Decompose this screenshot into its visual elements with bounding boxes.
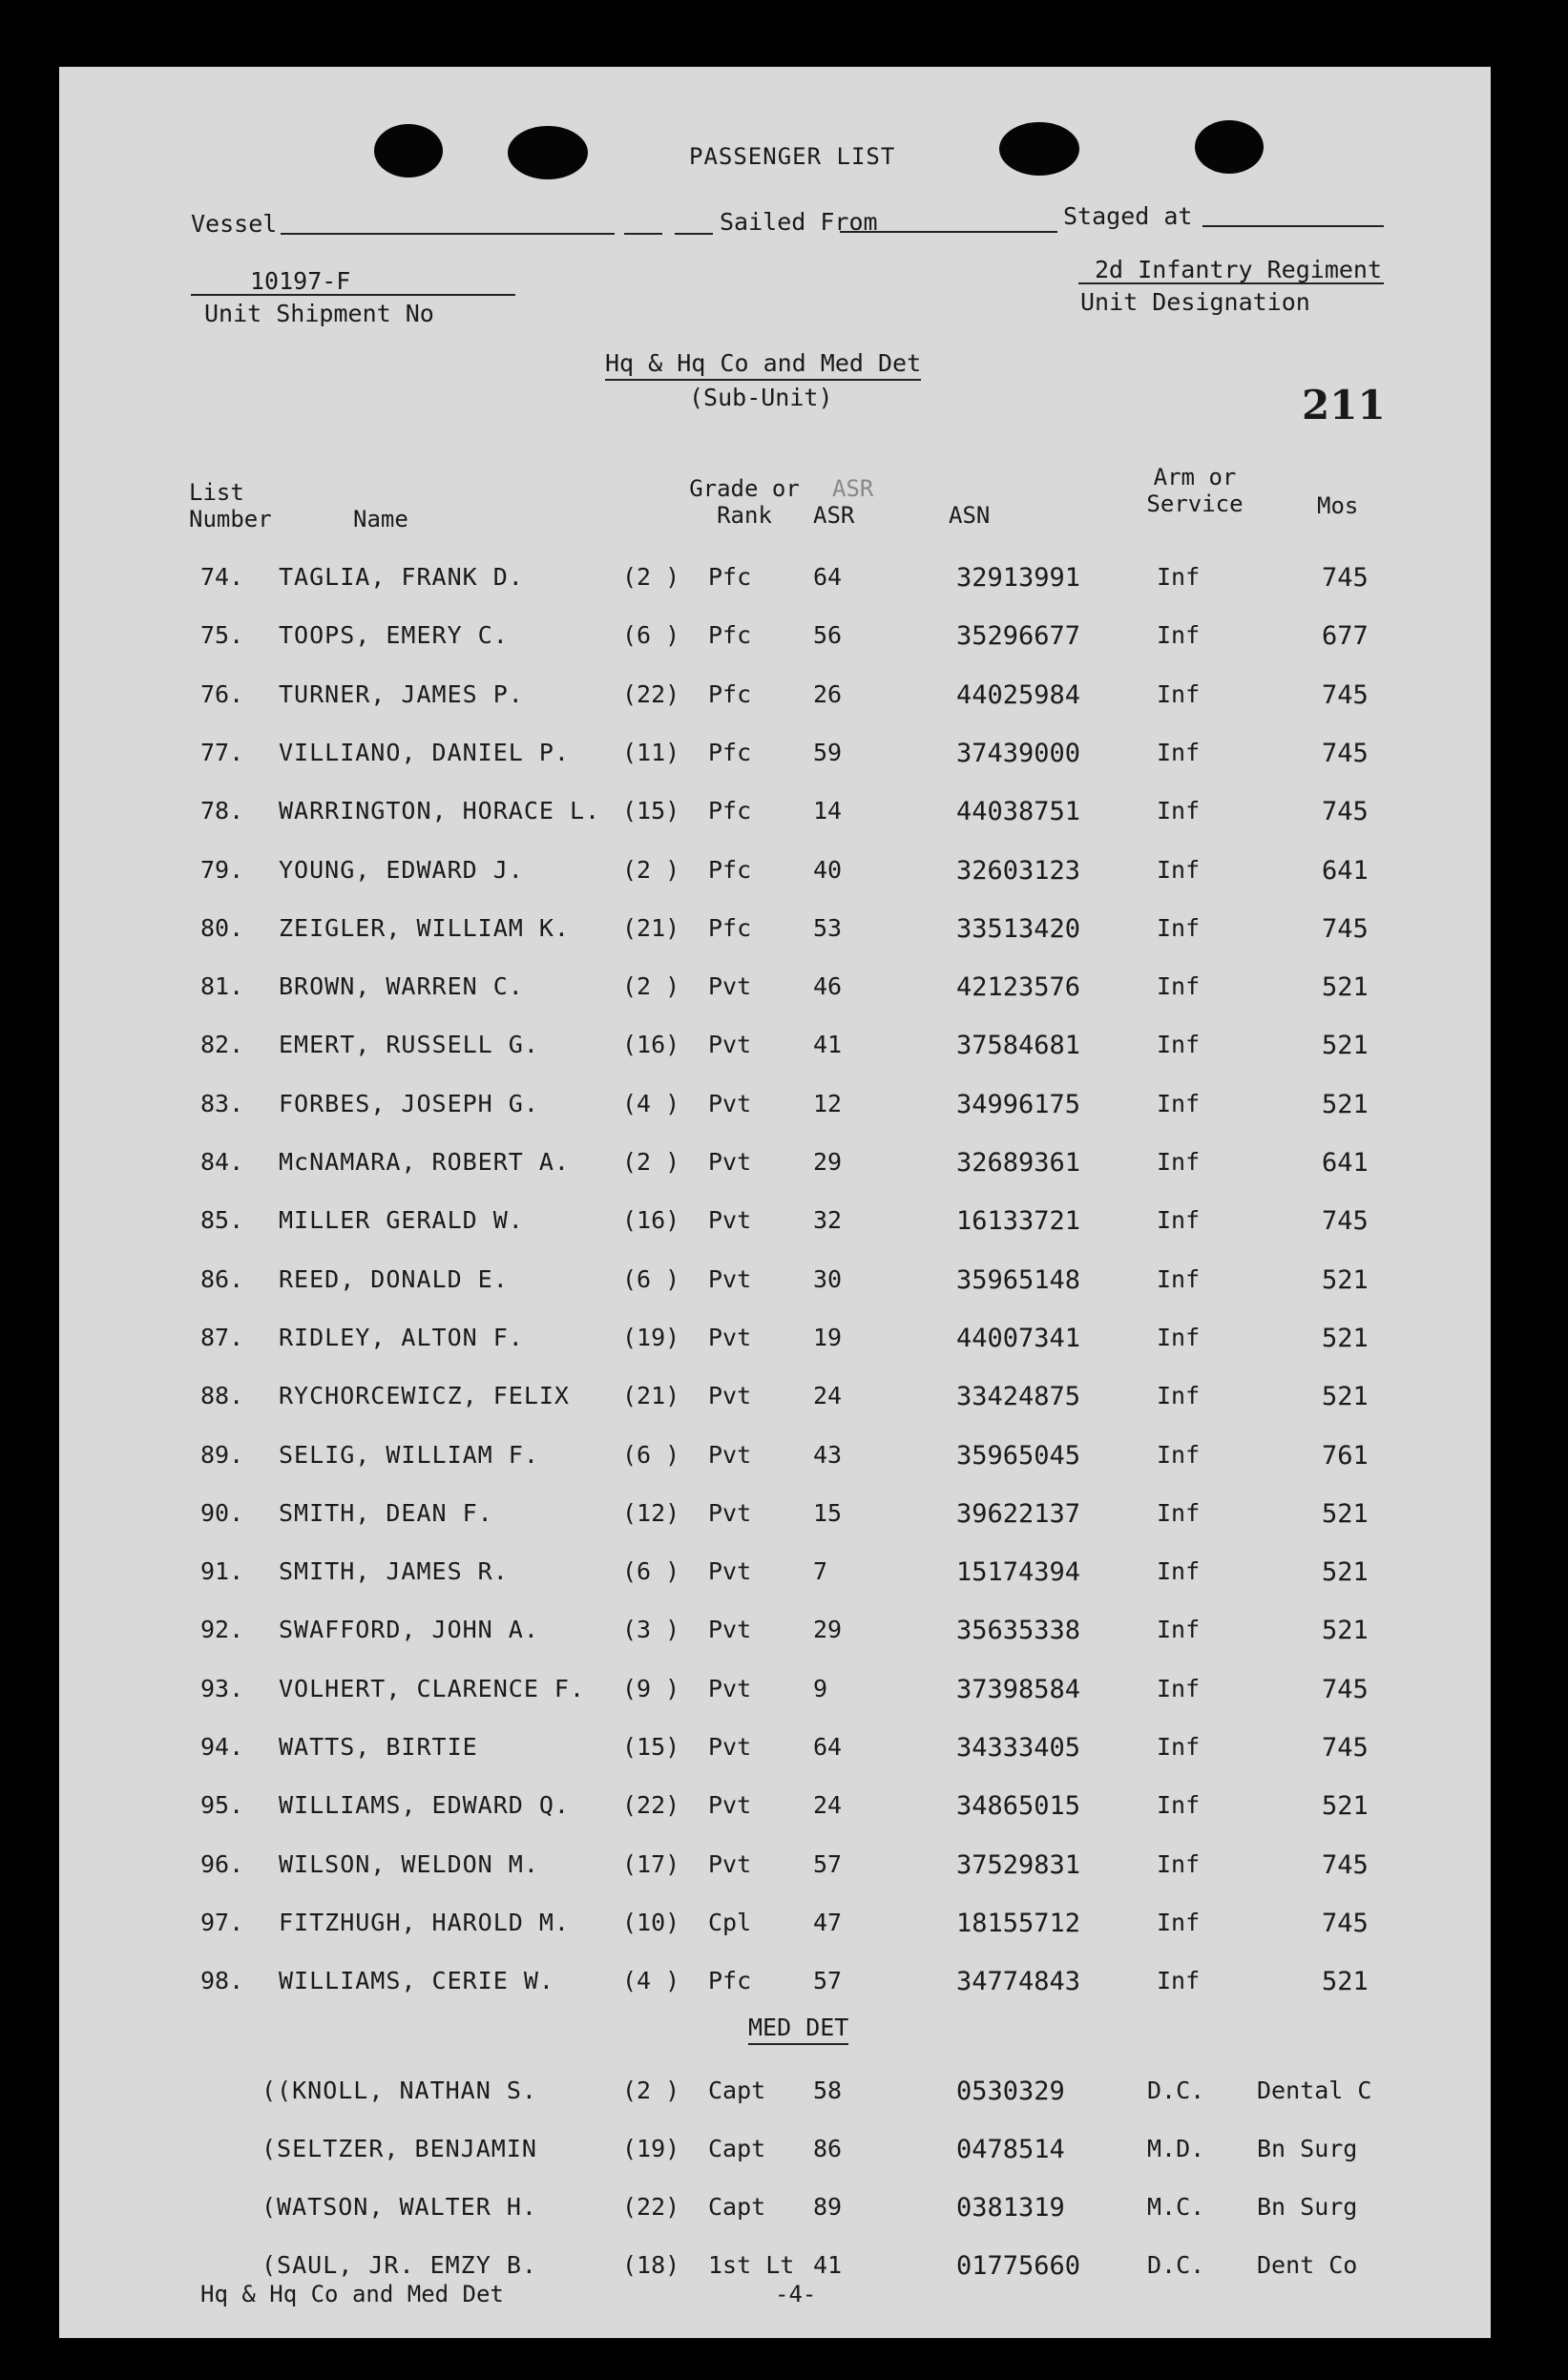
unit-shipment-no-value: 10197-F <box>250 267 351 295</box>
asr: 30 <box>813 1264 843 1293</box>
asr: 15 <box>813 1498 843 1527</box>
table-row <box>59 1616 1491 1654</box>
table-row <box>59 914 1491 952</box>
list-number: 98. <box>200 1967 244 1995</box>
passenger-name: TURNER, JAMES P. <box>279 679 524 708</box>
passenger-name: SELIG, WILLIAM F. <box>279 1440 539 1469</box>
mos: 745 <box>1322 679 1369 710</box>
passenger-name: REED, DONALD E. <box>279 1264 509 1293</box>
list-number: 86. <box>200 1264 244 1293</box>
arm-service: M.D. <box>1147 2135 1205 2162</box>
arm-service: Inf <box>1157 797 1201 825</box>
col-asn: ASN <box>949 502 991 529</box>
list-number: 91. <box>200 1557 244 1586</box>
mos: 521 <box>1322 1967 1369 1997</box>
mos: 521 <box>1322 1031 1369 1061</box>
rank: Pvt <box>708 972 752 1001</box>
asn: 01775660 <box>956 2251 1081 2281</box>
staged-at-field-line <box>1202 225 1384 227</box>
asr: 58 <box>813 2077 843 2104</box>
passenger-name: WATTS, BIRTIE <box>279 1733 478 1761</box>
rank: Pvt <box>708 1674 752 1702</box>
arm-service: Inf <box>1157 1440 1201 1469</box>
asn: 44025984 <box>956 679 1081 710</box>
mos: 745 <box>1322 1849 1369 1880</box>
table-row <box>59 563 1491 601</box>
arm-service: Inf <box>1157 972 1201 1001</box>
asn: 39622137 <box>956 1498 1081 1529</box>
list-number: 78. <box>200 797 244 825</box>
grade: (18) <box>622 2251 680 2279</box>
asr: 19 <box>813 1323 843 1351</box>
rank: Pfc <box>708 797 752 825</box>
grade: (10) <box>622 1908 680 1936</box>
asn: 34774843 <box>956 1967 1081 1997</box>
asn: 44007341 <box>956 1323 1081 1353</box>
asr: 89 <box>813 2193 843 2221</box>
rank: Pvt <box>708 1791 752 1820</box>
rank: Pvt <box>708 1148 752 1176</box>
asr: 56 <box>813 621 843 650</box>
passenger-name: BROWN, WARREN C. <box>279 972 524 1001</box>
grade: (19) <box>622 1323 680 1351</box>
mos: 521 <box>1322 1323 1369 1353</box>
unit-designation-label: Unit Designation <box>1080 288 1310 316</box>
rank: Pvt <box>708 1382 752 1410</box>
asn: 0381319 <box>956 2193 1065 2223</box>
list-number: 93. <box>200 1674 244 1702</box>
col-asr: ASR <box>813 502 855 529</box>
arm-service: Inf <box>1157 1498 1201 1527</box>
list-number: 84. <box>200 1148 244 1176</box>
table-row <box>59 856 1491 894</box>
rank: 1st Lt <box>708 2251 795 2279</box>
arm-service: Inf <box>1157 855 1201 884</box>
col-name: Name <box>353 506 408 532</box>
med-det-row <box>59 2135 1491 2173</box>
table-row <box>59 1733 1491 1771</box>
list-number: 77. <box>200 738 244 766</box>
asr: 9 <box>813 1674 828 1702</box>
rank: Pvt <box>708 1206 752 1235</box>
table-row <box>59 797 1491 835</box>
mos: 745 <box>1322 797 1369 827</box>
table-row <box>59 1090 1491 1128</box>
list-number: 94. <box>200 1733 244 1761</box>
asn: 16133721 <box>956 1206 1081 1237</box>
asr: 59 <box>813 738 843 766</box>
col-grade-rank: Grade or Rank <box>689 475 800 529</box>
sailed-from-label: Sailed From <box>720 208 878 236</box>
col-mos: Mos <box>1317 492 1359 519</box>
mos: 641 <box>1322 855 1369 886</box>
table-row <box>59 1557 1491 1596</box>
table-row <box>59 1382 1491 1420</box>
arm-service: Inf <box>1157 738 1201 766</box>
grade: (22) <box>622 1791 680 1820</box>
punch-hole-3 <box>999 122 1079 176</box>
table-row <box>59 1850 1491 1889</box>
list-number: 90. <box>200 1498 244 1527</box>
asn: 0478514 <box>956 2135 1065 2164</box>
arm-service: Inf <box>1157 1382 1201 1410</box>
asr: 41 <box>813 2251 843 2279</box>
asn: 33424875 <box>956 1382 1081 1412</box>
vessel-field-line-3 <box>675 233 713 235</box>
passenger-name: WILSON, WELDON M. <box>279 1849 539 1878</box>
asr: 64 <box>813 563 843 591</box>
grade: (12) <box>622 1498 680 1527</box>
arm-service: Inf <box>1157 1264 1201 1293</box>
arm-service: Inf <box>1157 1323 1201 1351</box>
sailed-from-field-line <box>840 231 1057 233</box>
med-det-row <box>59 2077 1491 2115</box>
rank: Pvt <box>708 1849 752 1878</box>
asn: 37529831 <box>956 1849 1081 1880</box>
asn: 32913991 <box>956 563 1081 593</box>
passenger-name: SWAFFORD, JOHN A. <box>279 1616 539 1644</box>
rank: Pvt <box>708 1616 752 1644</box>
mos: Dent Co <box>1257 2251 1358 2279</box>
mos: 521 <box>1322 1382 1369 1412</box>
mos: 521 <box>1322 1557 1369 1588</box>
grade: (6 ) <box>622 1440 680 1469</box>
footer-page-number: -4- <box>775 2281 817 2307</box>
asn: 37439000 <box>956 738 1081 768</box>
mos: 745 <box>1322 1908 1369 1938</box>
mos: Dental C <box>1257 2077 1372 2104</box>
grade: (2 ) <box>622 2077 680 2104</box>
list-number: 95. <box>200 1791 244 1820</box>
list-number: 92. <box>200 1616 244 1644</box>
vessel-field-line <box>281 233 615 235</box>
unit-designation-line <box>1078 282 1384 284</box>
grade: (4 ) <box>622 1089 680 1117</box>
passenger-name: ZEIGLER, WILLIAM K. <box>279 913 570 942</box>
list-number: 74. <box>200 563 244 591</box>
mos: 521 <box>1322 1791 1369 1822</box>
table-row <box>59 739 1491 777</box>
table-row <box>59 1499 1491 1537</box>
grade: (16) <box>622 1031 680 1059</box>
sub-unit-value: Hq & Hq Co and Med Det <box>605 349 921 381</box>
table-row <box>59 1206 1491 1244</box>
arm-service: Inf <box>1157 1148 1201 1176</box>
table-row <box>59 1441 1491 1479</box>
grade: (2 ) <box>622 1148 680 1176</box>
table-row <box>59 1675 1491 1713</box>
asn: 37584681 <box>956 1031 1081 1061</box>
asn: 32689361 <box>956 1148 1081 1178</box>
arm-service: Inf <box>1157 1791 1201 1820</box>
punch-hole-4 <box>1195 120 1264 174</box>
asn: 35296677 <box>956 621 1081 652</box>
asr: 43 <box>813 1440 843 1469</box>
rank: Pvt <box>708 1440 752 1469</box>
asn: 32603123 <box>956 855 1081 886</box>
mos: 745 <box>1322 738 1369 768</box>
asn: 34996175 <box>956 1089 1081 1119</box>
grade: (6 ) <box>622 621 680 650</box>
list-number: 75. <box>200 621 244 650</box>
grade: (2 ) <box>622 563 680 591</box>
list-number: 87. <box>200 1323 244 1351</box>
rank: Pfc <box>708 913 752 942</box>
table-row <box>59 680 1491 719</box>
arm-service: D.C. <box>1147 2077 1205 2104</box>
list-number: 83. <box>200 1089 244 1117</box>
asr: 32 <box>813 1206 843 1235</box>
col-arm-service: Arm or Service <box>1146 464 1244 517</box>
rank: Pfc <box>708 563 752 591</box>
table-row <box>59 1909 1491 1947</box>
asn: 34865015 <box>956 1791 1081 1822</box>
table-row <box>59 1148 1491 1186</box>
table-row <box>59 1791 1491 1829</box>
arm-service: Inf <box>1157 1733 1201 1761</box>
asr: 57 <box>813 1849 843 1878</box>
med-det-heading: MED DET <box>748 2014 848 2045</box>
arm-service: Inf <box>1157 1031 1201 1059</box>
asr: 40 <box>813 855 843 884</box>
asr: 86 <box>813 2135 843 2162</box>
vessel-label: Vessel <box>191 210 278 238</box>
table-row <box>59 972 1491 1011</box>
list-number: 79. <box>200 855 244 884</box>
asn: 34333405 <box>956 1733 1081 1763</box>
passenger-name: RIDLEY, ALTON F. <box>279 1323 524 1351</box>
mos: 745 <box>1322 913 1369 944</box>
grade: (21) <box>622 1382 680 1410</box>
mos: 641 <box>1322 1148 1369 1178</box>
passenger-name: FITZHUGH, HAROLD M. <box>279 1908 570 1936</box>
unit-designation-value: 2d Infantry Regiment <box>1095 256 1383 283</box>
asr: 12 <box>813 1089 843 1117</box>
med-det-row <box>59 2193 1491 2231</box>
list-number: 81. <box>200 972 244 1001</box>
passenger-name: WARRINGTON, HORACE L. <box>279 797 601 825</box>
staged-at-label: Staged at <box>1063 202 1193 230</box>
mos: 521 <box>1322 972 1369 1003</box>
list-number: 76. <box>200 679 244 708</box>
arm-service: Inf <box>1157 1616 1201 1644</box>
rank: Pvt <box>708 1733 752 1761</box>
mos: 677 <box>1322 621 1369 652</box>
arm-service: Inf <box>1157 1206 1201 1235</box>
arm-service: Inf <box>1157 621 1201 650</box>
passenger-name: SMITH, DEAN F. <box>279 1498 493 1527</box>
grade: (4 ) <box>622 1967 680 1995</box>
arm-service: Inf <box>1157 1557 1201 1586</box>
arm-service: Inf <box>1157 1967 1201 1995</box>
passenger-name: SMITH, JAMES R. <box>279 1557 509 1586</box>
passenger-name: MILLER GERALD W. <box>279 1206 524 1235</box>
mos: 745 <box>1322 1733 1369 1763</box>
page-number: 211 <box>1302 382 1386 428</box>
rank: Pvt <box>708 1031 752 1059</box>
rank: Pfc <box>708 679 752 708</box>
punch-hole-1 <box>374 124 443 177</box>
rank: Pvt <box>708 1498 752 1527</box>
list-number: 89. <box>200 1440 244 1469</box>
mos: 745 <box>1322 563 1369 593</box>
mos: 521 <box>1322 1498 1369 1529</box>
asr: 7 <box>813 1557 828 1586</box>
asr: 47 <box>813 1908 843 1936</box>
grade: (2 ) <box>622 855 680 884</box>
arm-service: Inf <box>1157 913 1201 942</box>
col-list-number: List Number <box>189 479 272 532</box>
passenger-name: TAGLIA, FRANK D. <box>279 563 524 591</box>
table-row <box>59 1031 1491 1069</box>
mos: Bn Surg <box>1257 2135 1358 2162</box>
passenger-list-page <box>59 67 1491 2338</box>
passenger-name: WILLIAMS, CERIE W. <box>279 1967 554 1995</box>
asn: 35965148 <box>956 1264 1081 1295</box>
rank: Pvt <box>708 1323 752 1351</box>
officer-name: (WATSON, WALTER H. <box>261 2193 537 2221</box>
mos: 745 <box>1322 1206 1369 1237</box>
list-number: 80. <box>200 913 244 942</box>
list-number: 97. <box>200 1908 244 1936</box>
list-number: 82. <box>200 1031 244 1059</box>
table-row <box>59 1265 1491 1304</box>
passenger-name: VILLIANO, DANIEL P. <box>279 738 570 766</box>
grade: (9 ) <box>622 1674 680 1702</box>
grade: (6 ) <box>622 1557 680 1586</box>
arm-service: M.C. <box>1147 2193 1205 2221</box>
asn: 37398584 <box>956 1674 1081 1704</box>
rank: Pfc <box>708 855 752 884</box>
arm-service: D.C. <box>1147 2251 1205 2279</box>
grade: (3 ) <box>622 1616 680 1644</box>
mos: 521 <box>1322 1264 1369 1295</box>
passenger-name: EMERT, RUSSELL G. <box>279 1031 539 1059</box>
asr: 14 <box>813 797 843 825</box>
passenger-name: McNAMARA, ROBERT A. <box>279 1148 570 1176</box>
list-number: 88. <box>200 1382 244 1410</box>
officer-name: (SELTZER, BENJAMIN <box>261 2135 537 2162</box>
passenger-name: TOOPS, EMERY C. <box>279 621 509 650</box>
arm-service: Inf <box>1157 1908 1201 1936</box>
passenger-name: FORBES, JOSEPH G. <box>279 1089 539 1117</box>
rank: Cpl <box>708 1908 752 1936</box>
table-row <box>59 1324 1491 1362</box>
asr: 53 <box>813 913 843 942</box>
passenger-name: RYCHORCEWICZ, FELIX <box>279 1382 570 1410</box>
punch-hole-2 <box>508 126 588 179</box>
passenger-name: VOLHERT, CLARENCE F. <box>279 1674 586 1702</box>
asr: 41 <box>813 1031 843 1059</box>
grade: (22) <box>622 679 680 708</box>
asr: 29 <box>813 1148 843 1176</box>
officer-name: ((KNOLL, NATHAN S. <box>261 2077 537 2104</box>
arm-service: Inf <box>1157 1674 1201 1702</box>
asn: 18155712 <box>956 1908 1081 1938</box>
unit-shipment-no-label: Unit Shipment No <box>204 300 434 327</box>
grade: (6 ) <box>622 1264 680 1293</box>
asr: 24 <box>813 1791 843 1820</box>
vessel-field-line-2 <box>624 233 662 235</box>
asn: 35965045 <box>956 1440 1081 1471</box>
asr: 46 <box>813 972 843 1001</box>
grade: (19) <box>622 2135 680 2162</box>
col-asr-overhead: ASR <box>832 475 874 502</box>
asr: 26 <box>813 679 843 708</box>
arm-service: Inf <box>1157 563 1201 591</box>
rank: Pvt <box>708 1089 752 1117</box>
asn: 0530329 <box>956 2077 1065 2106</box>
list-number: 96. <box>200 1849 244 1878</box>
grade: (11) <box>622 738 680 766</box>
asr: 29 <box>813 1616 843 1644</box>
grade: (22) <box>622 2193 680 2221</box>
rank: Capt <box>708 2193 766 2221</box>
asn: 44038751 <box>956 797 1081 827</box>
mos: 745 <box>1322 1674 1369 1704</box>
asn: 15174394 <box>956 1557 1081 1588</box>
mos: 521 <box>1322 1089 1369 1119</box>
grade: (21) <box>622 913 680 942</box>
grade: (16) <box>622 1206 680 1235</box>
rank: Pfc <box>708 1967 752 1995</box>
rank: Pvt <box>708 1264 752 1293</box>
asr: 57 <box>813 1967 843 1995</box>
mos: 521 <box>1322 1616 1369 1646</box>
mos: Bn Surg <box>1257 2193 1358 2221</box>
grade: (15) <box>622 797 680 825</box>
arm-service: Inf <box>1157 1089 1201 1117</box>
grade: (15) <box>622 1733 680 1761</box>
mos: 761 <box>1322 1440 1369 1471</box>
rank: Pfc <box>708 738 752 766</box>
asr: 24 <box>813 1382 843 1410</box>
officer-name: (SAUL, JR. EMZY B. <box>261 2251 537 2279</box>
list-number: 85. <box>200 1206 244 1235</box>
sub-unit-label: (Sub-Unit) <box>689 384 833 411</box>
grade: (17) <box>622 1849 680 1878</box>
asn: 42123576 <box>956 972 1081 1003</box>
asr: 64 <box>813 1733 843 1761</box>
passenger-name: WILLIAMS, EDWARD Q. <box>279 1791 570 1820</box>
rank: Pvt <box>708 1557 752 1586</box>
table-row <box>59 1967 1491 2005</box>
footer-unit: Hq & Hq Co and Med Det <box>200 2281 504 2307</box>
page-title: PASSENGER LIST <box>689 143 896 170</box>
rank: Capt <box>708 2077 766 2104</box>
arm-service: Inf <box>1157 679 1201 708</box>
asn: 35635338 <box>956 1616 1081 1646</box>
grade: (2 ) <box>622 972 680 1001</box>
arm-service: Inf <box>1157 1849 1201 1878</box>
rank: Capt <box>708 2135 766 2162</box>
rank: Pfc <box>708 621 752 650</box>
unit-shipment-no-line <box>191 294 515 296</box>
table-row <box>59 621 1491 659</box>
passenger-name: YOUNG, EDWARD J. <box>279 855 524 884</box>
asn: 33513420 <box>956 913 1081 944</box>
